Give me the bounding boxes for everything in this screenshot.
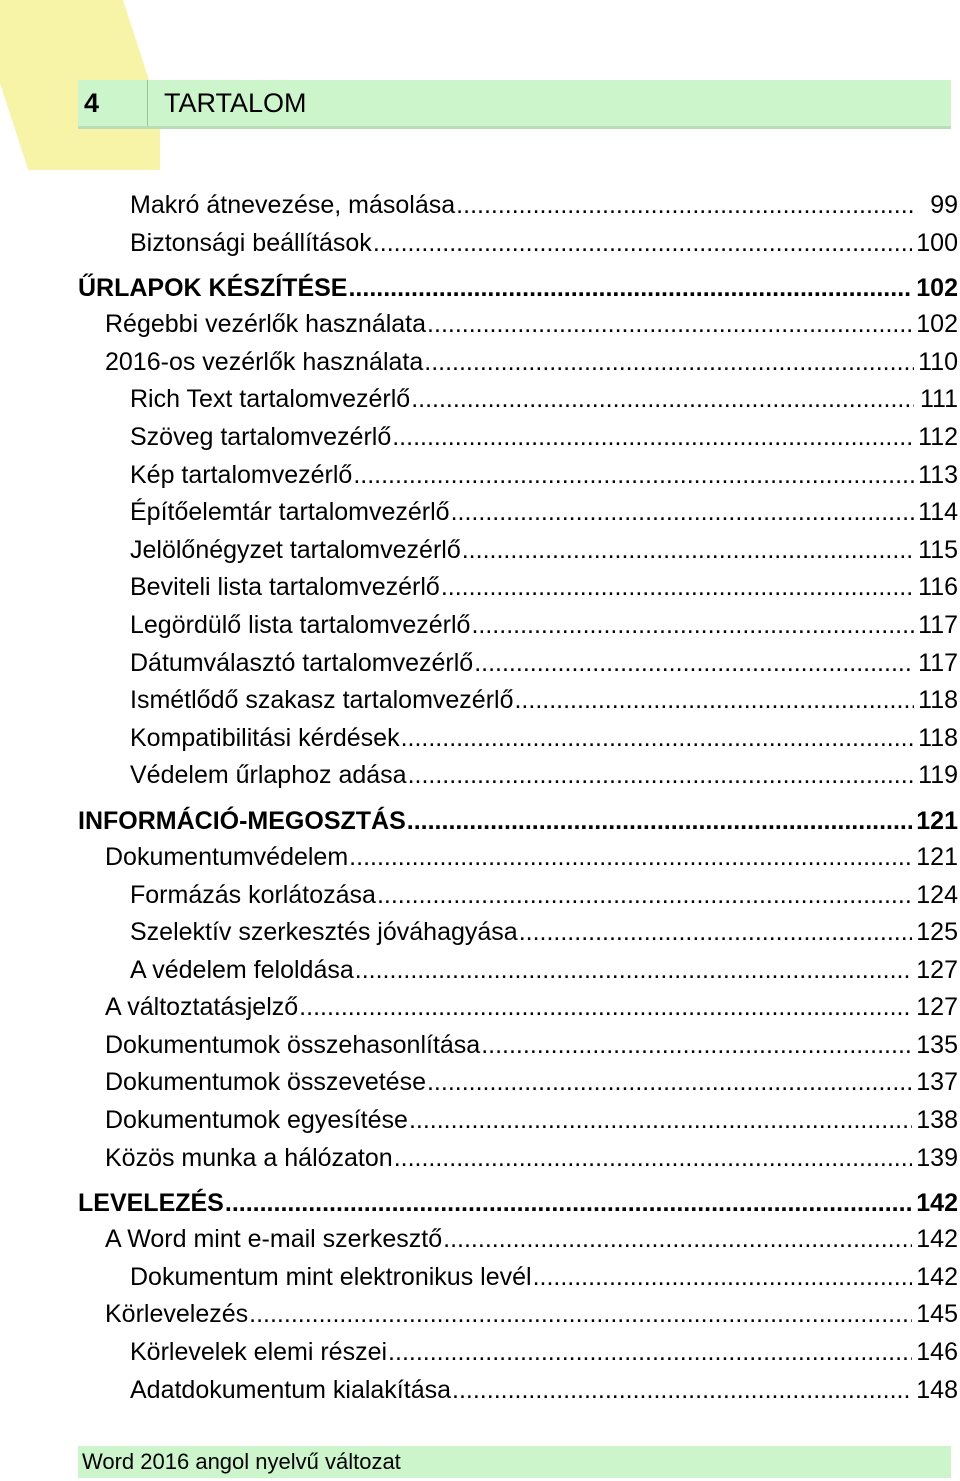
toc-entry — [78, 1372, 958, 1410]
toc-entry-title: A változtatásjelző — [105, 993, 299, 1022]
toc-entry-page: 110 — [918, 347, 958, 376]
footer-text: Word 2016 angol nyelvű változat — [82, 1449, 401, 1474]
toc-dot-leader — [401, 720, 914, 758]
toc-entry-title: Beviteli lista tartalomvezérlő — [130, 573, 440, 602]
toc-entry — [78, 989, 958, 1027]
toc-entry — [78, 1185, 958, 1221]
toc-dot-leader — [424, 344, 914, 382]
toc-entry-page: 112 — [918, 422, 958, 451]
toc-dot-leader — [481, 1027, 912, 1065]
toc-entry-page: 139 — [916, 1143, 958, 1172]
toc-entry — [78, 457, 958, 495]
toc-entry-title: A védelem feloldása — [130, 955, 354, 984]
toc-entry-title: Közös munka a hálózaton — [105, 1143, 393, 1172]
toc-entry-page: 127 — [916, 993, 958, 1022]
toc-dot-leader — [427, 1064, 912, 1102]
toc-dot-leader — [427, 306, 912, 344]
toc-dot-leader — [355, 952, 913, 990]
toc-entry-page: 111 — [919, 385, 958, 414]
toc-dot-leader — [443, 1221, 912, 1259]
toc-entry — [78, 494, 958, 532]
toc-entry — [78, 187, 958, 225]
toc-entry-page: 146 — [916, 1338, 958, 1367]
toc-entry-title: Körlevelezés — [105, 1300, 249, 1329]
toc-entry-title: Adatdokumentum kialakítása — [130, 1375, 452, 1404]
toc-entry-page: 113 — [918, 460, 958, 489]
toc-entry-title: Makró átnevezése, másolása — [130, 191, 456, 219]
toc-entry-page: 145 — [916, 1300, 958, 1329]
toc-entry-title: Szöveg tartalomvezérlő — [130, 422, 392, 451]
page-number: 4 — [78, 80, 148, 126]
toc-dot-leader — [456, 187, 914, 225]
toc-entry-title: Kompatibilitási kérdések — [130, 723, 400, 752]
toc-entry-page: 125 — [916, 918, 958, 947]
toc-dot-leader — [514, 682, 914, 720]
toc-entry-page: 142 — [916, 1225, 958, 1254]
toc-entry-page: 118 — [918, 686, 958, 715]
toc-dot-leader — [392, 419, 914, 457]
toc-entry-page: 117 — [918, 648, 958, 677]
toc-entry — [78, 306, 958, 344]
toc-dot-leader — [533, 1259, 913, 1297]
toc-dot-leader — [408, 757, 914, 795]
toc-entry — [78, 1027, 958, 1065]
toc-entry — [78, 1259, 958, 1297]
toc-entry — [78, 720, 958, 758]
toc-entry-page: 119 — [918, 761, 958, 790]
toc-dot-leader — [353, 457, 914, 495]
toc-entry — [78, 1334, 958, 1372]
toc-dot-leader — [373, 225, 912, 263]
page-footer — [78, 1446, 951, 1478]
toc-entry-page: 127 — [916, 955, 958, 984]
toc-entry — [78, 419, 958, 457]
toc-dot-leader — [411, 381, 914, 419]
toc-entry-title: Dokumentumok egyesítése — [105, 1106, 408, 1135]
toc-dot-leader — [474, 645, 914, 683]
toc-entry — [78, 607, 958, 645]
toc-entry — [78, 1064, 958, 1102]
toc-entry-page: 137 — [916, 1068, 958, 1097]
toc-entry-title: Szelektív szerkesztés jóváhagyása — [130, 918, 518, 947]
toc-entry-page: 142 — [916, 1262, 958, 1291]
toc-entry-title: INFORMÁCIÓ-MEGOSZTÁS — [78, 806, 406, 835]
toc-entry — [78, 1221, 958, 1259]
toc-entry-page: 148 — [916, 1375, 958, 1404]
toc-entry-title: Dokumentumvédelem — [105, 842, 349, 871]
toc-entry-page: 124 — [916, 880, 958, 909]
toc-entry — [78, 952, 958, 990]
toc-entry-title: LEVELEZÉS — [78, 1189, 224, 1218]
toc-entry — [78, 1296, 958, 1334]
toc-entry-page: 115 — [918, 535, 958, 564]
toc-dot-leader — [225, 1185, 912, 1221]
toc-entry-title: Dátumválasztó tartalomvezérlő — [130, 648, 474, 677]
toc-entry-title: Formázás korlátozása — [130, 880, 376, 909]
toc-entry-title: Ismétlődő szakasz tartalomvezérlő — [130, 686, 514, 715]
toc-dot-leader — [471, 607, 914, 645]
toc-entry-page: 99 — [930, 191, 958, 219]
toc-entry-page: 118 — [918, 723, 958, 752]
table-of-contents — [78, 187, 958, 1409]
toc-entry-page: 135 — [916, 1030, 958, 1059]
toc-entry-title: 2016-os vezérlők használata — [105, 347, 424, 376]
toc-dot-leader — [441, 569, 914, 607]
toc-dot-leader — [377, 877, 912, 915]
toc-entry-page: 138 — [916, 1106, 958, 1135]
toc-entry — [78, 757, 958, 795]
toc-entry-title: Biztonsági beállítások — [130, 228, 372, 257]
toc-entry — [78, 839, 958, 877]
toc-entry-page: 100 — [916, 228, 958, 257]
page-header — [78, 80, 951, 129]
toc-entry-title: Védelem űrlaphoz adása — [130, 761, 407, 790]
toc-entry — [78, 381, 958, 419]
toc-dot-leader — [451, 494, 914, 532]
toc-entry-page: 102 — [916, 310, 958, 339]
toc-entry-page: 142 — [916, 1189, 958, 1218]
toc-entry-title: A Word mint e-mail szerkesztő — [105, 1225, 443, 1254]
toc-entry-title: Legördülő lista tartalomvezérlő — [130, 610, 471, 639]
toc-entry — [78, 914, 958, 952]
toc-entry — [78, 1102, 958, 1140]
toc-entry — [78, 877, 958, 915]
toc-entry — [78, 1140, 958, 1178]
toc-entry-title: Jelölőnégyzet tartalomvezérlő — [130, 535, 461, 564]
toc-entry-title: Körlevelek elemi részei — [130, 1338, 388, 1367]
toc-dot-leader — [249, 1296, 912, 1334]
toc-entry — [78, 532, 958, 570]
toc-entry-title: Építőelemtár tartalomvezérlő — [130, 498, 450, 527]
toc-entry — [78, 645, 958, 683]
toc-entry-title: Régebbi vezérlők használata — [105, 310, 427, 339]
toc-entry-title: Kép tartalomvezérlő — [130, 460, 353, 489]
toc-entry-title: Dokumentum mint elektronikus levél — [130, 1262, 532, 1291]
toc-entry — [78, 225, 958, 263]
toc-entry — [78, 682, 958, 720]
toc-dot-leader — [348, 270, 912, 306]
toc-dot-leader — [409, 1102, 912, 1140]
toc-entry-title: Dokumentumok összevetése — [105, 1068, 426, 1097]
toc-entry-title: Rich Text tartalomvezérlő — [130, 385, 411, 414]
toc-dot-leader — [299, 989, 912, 1027]
toc-entry-page: 102 — [916, 274, 958, 303]
toc-entry-page: 121 — [916, 842, 958, 871]
toc-dot-leader — [519, 914, 913, 952]
page-title: TARTALOM — [164, 87, 307, 118]
toc-entry — [78, 569, 958, 607]
toc-entry — [78, 803, 958, 839]
toc-entry-title: Dokumentumok összehasonlítása — [105, 1030, 481, 1059]
toc-entry-page: 114 — [918, 498, 958, 527]
toc-entry-title: ŰRLAPOK KÉSZÍTÉSE — [78, 274, 348, 303]
toc-dot-leader — [388, 1334, 912, 1372]
toc-entry — [78, 270, 958, 306]
toc-entry-page: 121 — [916, 806, 958, 835]
toc-entry-page: 116 — [918, 573, 958, 602]
toc-dot-leader — [394, 1140, 913, 1178]
toc-entry-page: 117 — [918, 610, 958, 639]
toc-dot-leader — [452, 1372, 912, 1410]
toc-dot-leader — [407, 803, 913, 839]
toc-dot-leader — [349, 839, 912, 877]
toc-entry — [78, 344, 958, 382]
toc-dot-leader — [462, 532, 914, 570]
